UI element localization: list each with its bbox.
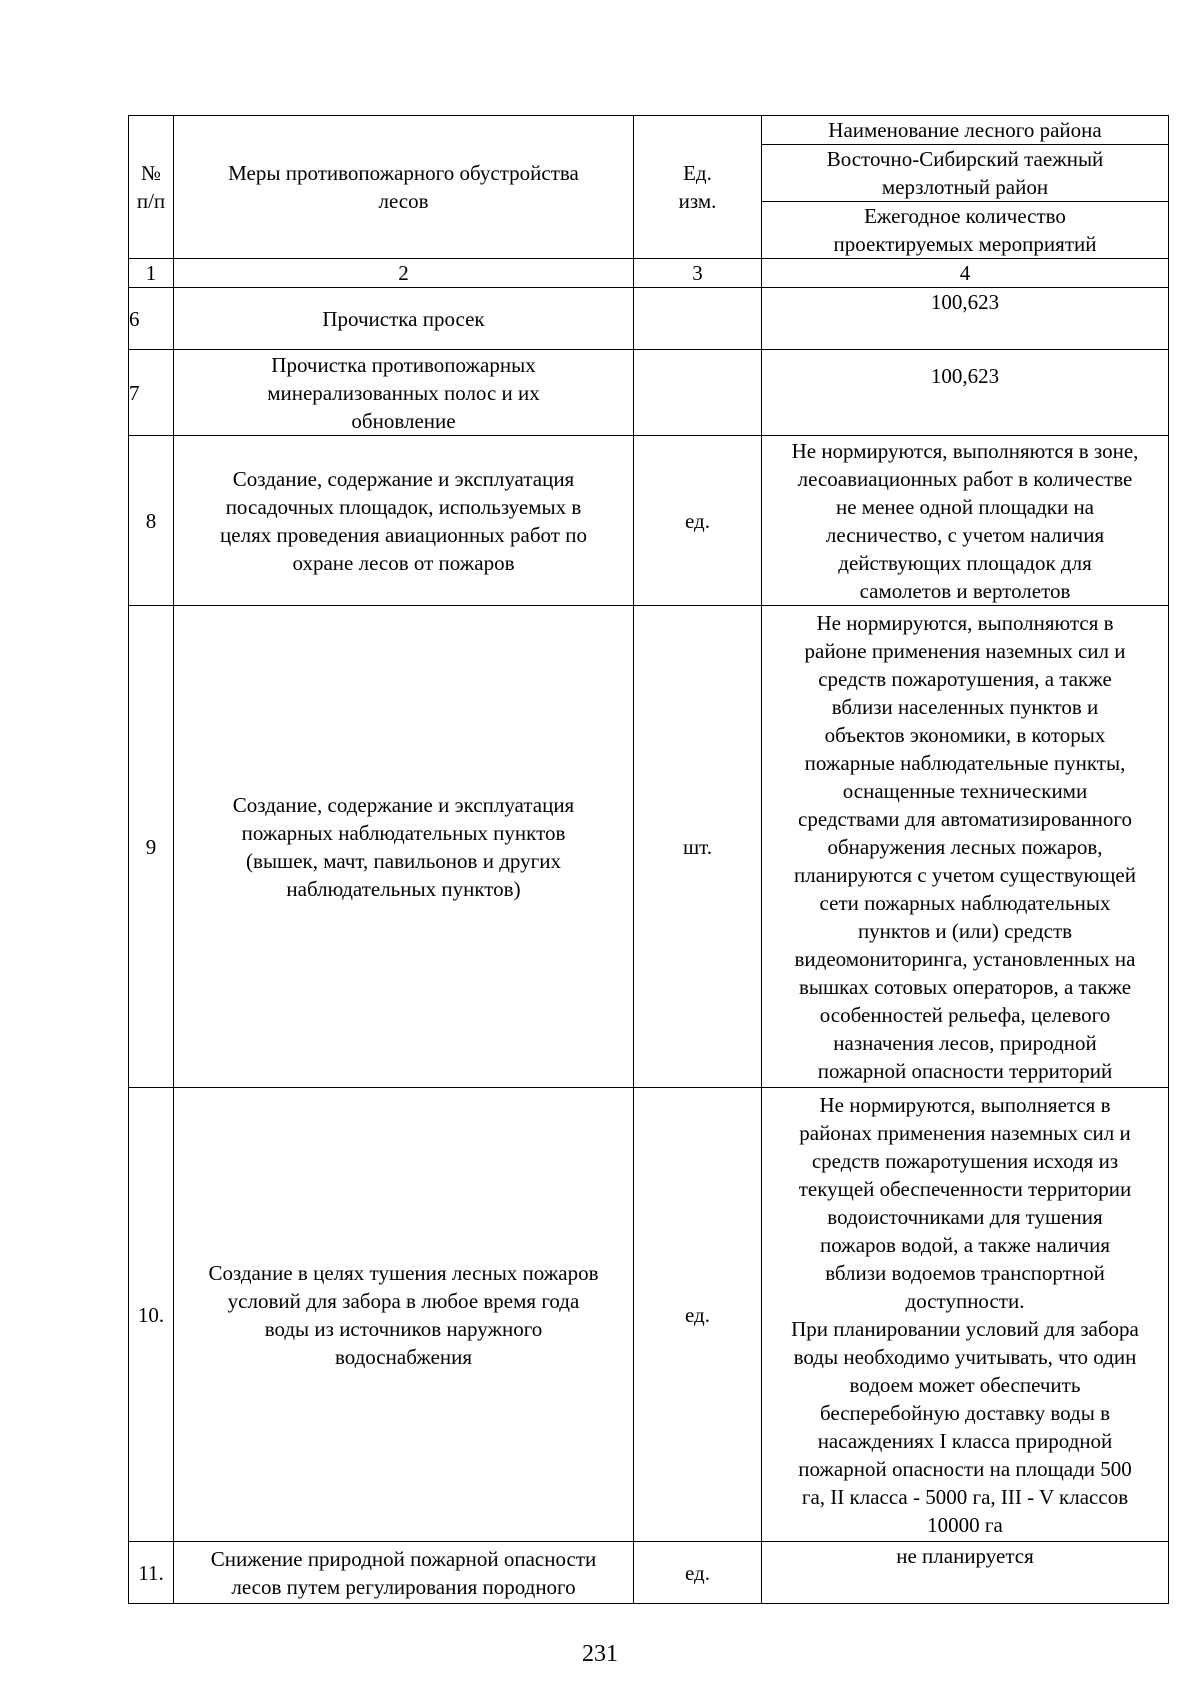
row-num: 9 xyxy=(129,606,174,1088)
row-measure: Создание в целях тушения лесных пожаров условий для забора в любое время года воды из источников наружного водоснабжения xyxy=(174,1088,634,1542)
row-num: 11. xyxy=(129,1542,174,1604)
row-unit xyxy=(634,350,762,436)
table-row xyxy=(129,1088,1169,1542)
row-value: не планируется xyxy=(762,1542,1169,1604)
fire-measures-table xyxy=(128,115,1169,1604)
header-row xyxy=(129,116,1169,145)
row-value: 100,623 xyxy=(762,288,1169,350)
row-unit: ед. xyxy=(634,1088,762,1542)
row-measure: Снижение природной пожарной опасности лесов путем регулирования породного xyxy=(174,1542,634,1604)
table-row xyxy=(129,606,1169,1088)
row-measure: Прочистка просек xyxy=(174,288,634,350)
row-num: 7 xyxy=(129,350,174,436)
header-measures: Меры противопожарного обустройства лесов xyxy=(174,116,634,259)
row-num: 10. xyxy=(129,1088,174,1542)
row-num: 8 xyxy=(129,436,174,606)
row-num: 6 xyxy=(129,288,174,350)
row-value: 100,623 xyxy=(762,350,1169,436)
header-num: № п/п xyxy=(129,116,174,259)
col-number: 1 xyxy=(129,259,174,288)
row-value: Не нормируются, выполняется в районах применения наземных сил и средств пожаротушения исходя из текущей обеспеченности территории водоисточниками для тушения пожаров водой, а также наличия вблизи водоемов транспортной доступности. При планировании условий для забора воды необходимо учитывать, что один водоем может обеспечить бесперебойную доставку воды в насаждениях I класса природной пожарной опасности на площади 500 га, II класса - 5000 га, III - V классов 10000 га xyxy=(762,1088,1169,1542)
row-value: Не нормируются, выполняются в районе применения наземных сил и средств пожаротушения, а также вблизи населенных пунктов и объектов экономики, в которых пожарные наблюдательные пункты, оснащенные техническими средствами для автоматизированного обнаружения лесных пожаров, планируются с учетом существующей сети пожарных наблюдательных пунктов и (или) средств видеомониторинга, установленных на вышках сотовых операторов, а также особенностей рельефа, целевого назначения лесов, природной пожарной опасности территорий xyxy=(762,606,1169,1088)
row-unit: ед. xyxy=(634,1542,762,1604)
header-unit: Ед. изм. xyxy=(634,116,762,259)
col-number: 2 xyxy=(174,259,634,288)
row-measure: Создание, содержание и эксплуатация пожарных наблюдательных пунктов (вышек, мачт, павильонов и других наблюдательных пунктов) xyxy=(174,606,634,1088)
row-measure: Прочистка противопожарных минерализованных полос и их обновление xyxy=(174,350,634,436)
row-value: Не нормируются, выполняются в зоне, лесоавиационных работ в количестве не менее одной площадки на лесничество, с учетом наличия действующих площадок для самолетов и вертолетов xyxy=(762,436,1169,606)
col-number: 3 xyxy=(634,259,762,288)
table-row xyxy=(129,1542,1169,1604)
col-number: 4 xyxy=(762,259,1169,288)
row-measure: Создание, содержание и эксплуатация посадочных площадок, используемых в целях проведения авиационных работ по охране лесов от пожаров xyxy=(174,436,634,606)
table-row xyxy=(129,288,1169,350)
row-unit: ед. xyxy=(634,436,762,606)
header-annual-qty: Ежегодное количество проектируемых мероприятий xyxy=(762,202,1169,259)
row-unit xyxy=(634,288,762,350)
header-region-name: Восточно-Сибирский таежный мерзлотный район xyxy=(762,145,1169,202)
table-row xyxy=(129,436,1169,606)
page-number: 231 xyxy=(582,1641,618,1667)
column-numbers-row xyxy=(129,259,1169,288)
table-row xyxy=(129,350,1169,436)
header-region-title: Наименование лесного района xyxy=(762,116,1169,145)
row-unit: шт. xyxy=(634,606,762,1088)
